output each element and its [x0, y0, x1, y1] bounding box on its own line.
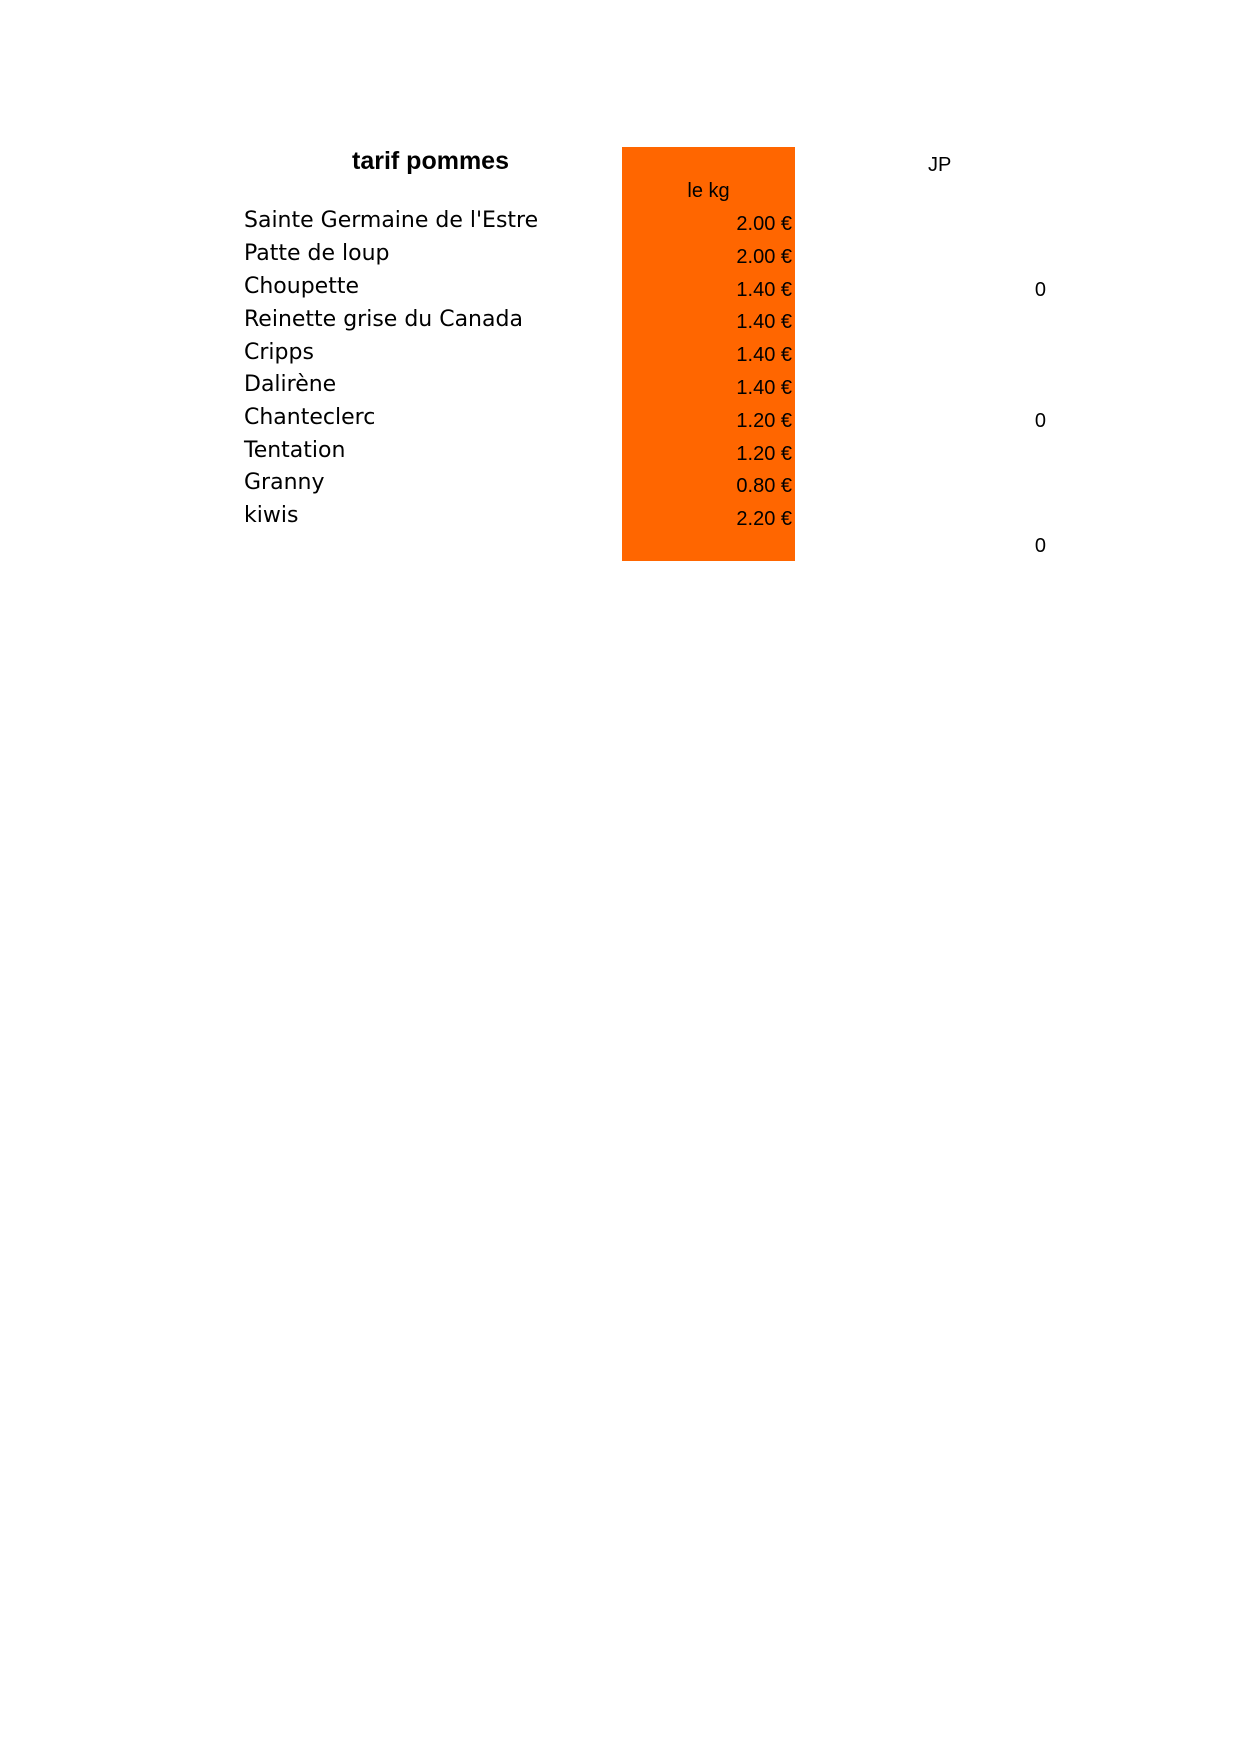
- item-name: Patte de loup: [244, 241, 390, 266]
- item-name: Choupette: [244, 274, 359, 299]
- item-name: Granny: [244, 470, 325, 495]
- item-name: kiwis: [244, 503, 299, 528]
- item-price: 0.80 €: [736, 475, 792, 497]
- quantity-cell: 0: [1034, 279, 1046, 301]
- item-price: 1.40 €: [736, 279, 792, 301]
- item-price: 1.40 €: [736, 377, 792, 399]
- item-name: Sainte Germaine de l'Estre: [244, 208, 539, 233]
- quantity-cell: 0: [1034, 535, 1046, 557]
- item-name: Chanteclerc: [244, 405, 376, 430]
- page-title: tarif pommes: [352, 147, 509, 175]
- item-price: 1.40 €: [736, 344, 792, 366]
- item-price: 2.00 €: [736, 213, 792, 235]
- item-price: 1.20 €: [736, 410, 792, 432]
- item-name: Cripps: [244, 340, 314, 365]
- item-name: Tentation: [244, 438, 346, 463]
- item-price: 2.20 €: [736, 508, 792, 530]
- item-price: 1.20 €: [736, 443, 792, 465]
- item-price: 1.40 €: [736, 311, 792, 333]
- unit-header: le kg: [687, 180, 730, 202]
- owner-header: JP: [928, 154, 952, 176]
- item-name: Dalirène: [244, 372, 337, 397]
- item-price: 2.00 €: [736, 246, 792, 268]
- quantity-cell: 0: [1034, 410, 1046, 432]
- item-name: Reinette grise du Canada: [244, 307, 523, 332]
